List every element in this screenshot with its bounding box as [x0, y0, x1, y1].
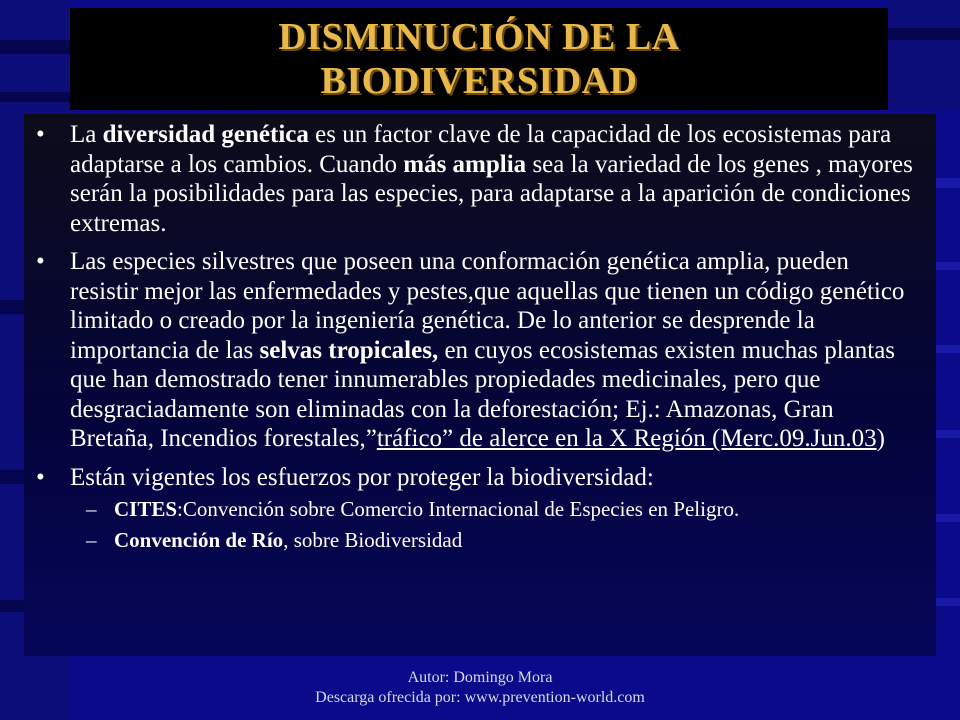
text-segment: ) — [876, 425, 885, 452]
decor-stripe — [936, 178, 960, 188]
page-title-line-1: DISMINUCIÓN DE LA — [278, 16, 680, 58]
text-segment: Están vigentes los esfuerzos por proteger la biodiversidad: — [70, 463, 654, 491]
bold-term: CITES — [114, 497, 178, 521]
sub-item-cites — [24, 496, 922, 523]
decor-stripe — [936, 514, 960, 522]
footer-download: Descarga ofrecida por: www.prevention-world.com — [315, 689, 645, 706]
decor-stripe — [0, 600, 24, 612]
footer — [0, 668, 960, 708]
text-segment: Las especies silvestres que poseen una conformación genética amplia, pueden resistir mejor las enfermedades y pestes,que aquellas que tienen un código genético limitado o creado por la ingeniería genética. De lo anterior se desprende la importancia de las — [70, 248, 905, 364]
bullet-list — [24, 120, 936, 563]
decor-block — [888, 0, 960, 110]
text-segment: es un factor clave de la capacidad de los ecosistemas para adaptarse a los cambios. Cuando — [70, 121, 892, 178]
bullet-marker: • — [36, 121, 45, 148]
text-segment: :Convención sobre Comercio Internacional de Especies en Peligro. — [177, 497, 740, 521]
bold-term: más amplia — [403, 150, 527, 178]
bold-term: selvas tropicales, — [259, 336, 439, 364]
bullet-marker: • — [36, 248, 45, 275]
decor-stripe — [936, 430, 960, 438]
title-box — [70, 8, 888, 110]
dash-marker: – — [86, 528, 97, 552]
bold-term: Convención de Río — [114, 528, 284, 552]
decor-stripe — [936, 598, 960, 606]
bullet-item — [24, 120, 936, 238]
content-panel — [24, 114, 936, 656]
footer-author: Autor: Domingo Mora — [407, 669, 553, 686]
sub-list — [24, 496, 922, 554]
decor-stripe — [0, 300, 24, 314]
decor-stripe — [888, 28, 960, 40]
bullet-item — [24, 247, 936, 454]
text-segment: en cuyos ecosistemas existen muchas plantas que han demostrado tener innumerables propiedades medicinales, pero que desgraciadamente son eliminadas con la deforestación; Ej.: Amazonas, Gran Bretaña, Incendios forestales,” — [70, 336, 896, 452]
decor-stripe — [0, 40, 70, 54]
text-segment: La — [70, 121, 103, 148]
bullet-marker: • — [36, 463, 45, 491]
underlined-reference: tráfico” de alerce en la X Región (Merc.09.Jun.03 — [376, 425, 877, 452]
page-title-line-2: BIODIVERSIDAD — [320, 60, 638, 102]
text-segment: sea la variedad de los genes , mayores serán la posibilidades para las especies, para adaptarse a la aparición de condiciones extremas. — [70, 150, 913, 237]
dash-marker: – — [86, 497, 97, 521]
bullet-item — [24, 463, 936, 555]
text-segment: , sobre Biodiversidad — [283, 528, 463, 552]
decor-stripe — [0, 470, 24, 484]
decor-stripe — [936, 345, 960, 353]
decor-stripe — [936, 262, 960, 270]
sub-item-rio — [24, 527, 922, 554]
decor-stripe — [0, 92, 70, 102]
bold-term: diversidad genética — [102, 121, 309, 148]
